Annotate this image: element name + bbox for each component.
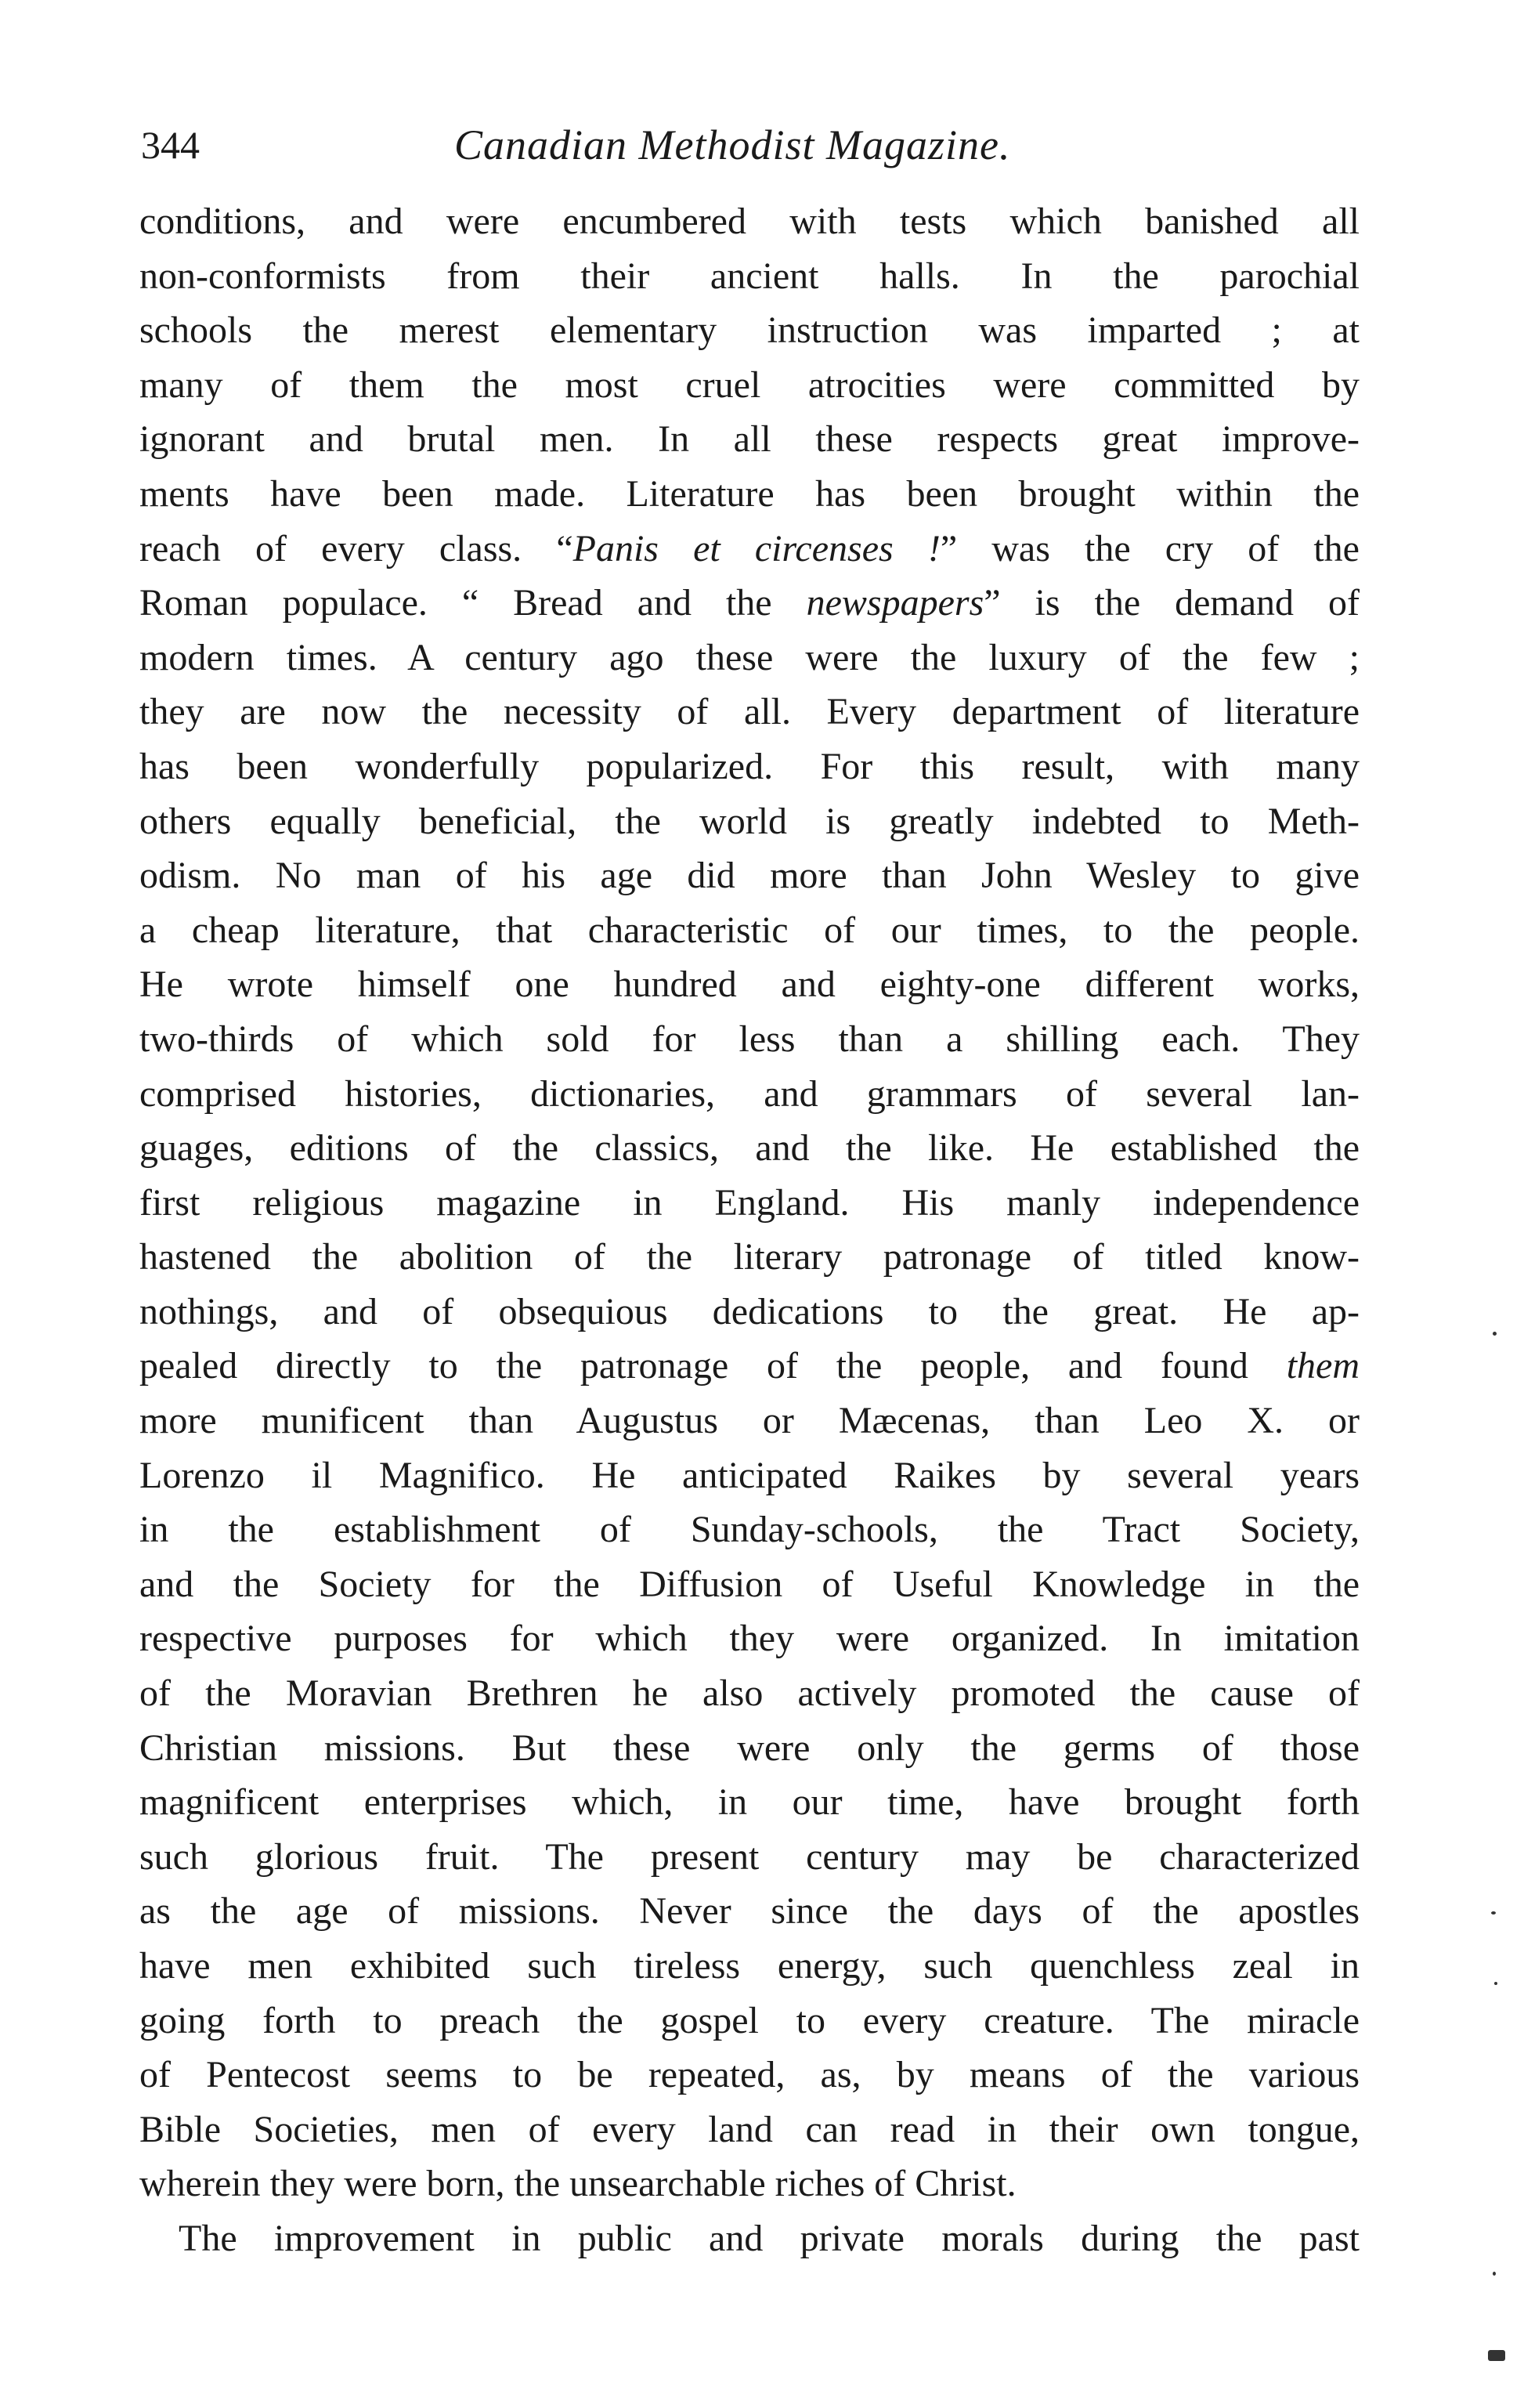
scan-speck <box>1493 2272 1496 2276</box>
journal-title: Canadian Methodist Magazine. <box>454 121 1011 168</box>
text-line: ments have been made. Literature has been brought within the <box>139 472 1360 515</box>
text-run: reach of every class. “ <box>139 527 573 569</box>
text-line: of the Moravian Brethren he also actively promoted the cause of <box>139 1672 1360 1715</box>
text-line: guages, editions of the classics, and the like. He established the <box>139 1127 1360 1170</box>
text-line: nothings, and of obsequious dedications to the great. He ap- <box>139 1290 1360 1332</box>
text-line: going forth to preach the gospel to every creature. The miracle <box>139 1999 1360 2041</box>
text-line: a cheap literature, that characteristic of our times, to the people. <box>139 909 1360 951</box>
text-line: they are now the necessity of all. Every department of literature <box>139 691 1360 733</box>
text-line: Lorenzo il Magnifico. He anticipated Raikes by several years <box>139 1454 1360 1496</box>
running-head <box>141 118 1355 172</box>
text-line: Bible Societies, men of every land can read in their own tongue, <box>139 2108 1360 2150</box>
text-line: Christian missions. But these were only the germs of those <box>139 1726 1360 1769</box>
text-run: ” is the demand of <box>984 582 1360 624</box>
text-line: in the establishment of Sunday-schools, the Tract Society, <box>139 1509 1360 1551</box>
text-line: modern times. A century ago these were the luxury of the few ; <box>139 636 1360 678</box>
latin-phrase: Panis et circenses ! <box>572 527 941 569</box>
italic-word: them <box>1286 1345 1360 1387</box>
paragraph-start-line: The improvement in public and private morals during the past <box>179 2217 1360 2259</box>
text-line: conditions, and were encumbered with tests which banished all <box>139 201 1360 242</box>
scan-speck <box>1488 2350 1505 2361</box>
text-line: odism. No man of his age did more than John Wesley to give <box>139 855 1360 897</box>
paragraph-end-line: wherein they were born, the unsearchable riches of Christ. <box>139 2163 1017 2205</box>
text-line: such glorious fruit. The present century may be characterized <box>139 1835 1360 1878</box>
text-line: as the age of missions. Never since the days of the apostles <box>139 1890 1360 1933</box>
text-line: comprised histories, dictionaries, and grammars of several lan- <box>139 1072 1360 1115</box>
text-line: many of them the most cruel atrocities were committed by <box>139 363 1360 406</box>
text-line: magnificent enterprises which, in our time, have brought forth <box>139 1781 1360 1824</box>
text-line: and the Society for the Diffusion of Useful Knowledge in the <box>139 1563 1360 1605</box>
italic-word: newspapers <box>806 582 984 624</box>
text-line: more munificent than Augustus or Mæcenas, than Leo X. or <box>139 1400 1360 1442</box>
scan-speck <box>1491 1911 1496 1914</box>
text-line: have men exhibited such tireless energy, such quenchless zeal in <box>139 1945 1360 1987</box>
text-line: first religious magazine in England. His manly independence <box>139 1181 1360 1224</box>
text-line <box>139 1339 1360 1394</box>
text-line: two-thirds of which sold for less than a shilling each. They <box>139 1018 1360 1060</box>
text-line: He wrote himself one hundred and eighty-one different works, <box>139 964 1360 1006</box>
text-run: ” was the cry of the <box>940 527 1360 569</box>
body-text <box>139 194 1360 2266</box>
text-line <box>139 522 1360 577</box>
text-line: ignorant and brutal men. In all these respects great improve- <box>139 418 1360 461</box>
text-run: pealed directly to the patronage of the people, and found <box>139 1345 1287 1387</box>
text-line: has been wonderfully popularized. For this result, with many <box>139 745 1360 787</box>
text-line: schools the merest elementary instruction was imparted ; at <box>139 309 1360 352</box>
text-line: others equally beneficial, the world is greatly indebted to Meth- <box>139 800 1360 842</box>
text-line: non-conformists from their ancient halls. In the parochial <box>139 255 1360 297</box>
text-line: of Pentecost seems to be repeated, as, by means of the various <box>139 2054 1360 2096</box>
scan-speck <box>1494 1982 1497 1985</box>
text-line <box>139 576 1360 631</box>
text-run: Roman populace. “ Bread and the <box>139 582 807 624</box>
page-number: 344 <box>141 123 200 167</box>
text-line: hastened the abolition of the literary patronage of titled know- <box>139 1236 1360 1278</box>
text-line: respective purposes for which they were organized. In imitation <box>139 1618 1360 1660</box>
scan-speck <box>1493 1332 1497 1336</box>
